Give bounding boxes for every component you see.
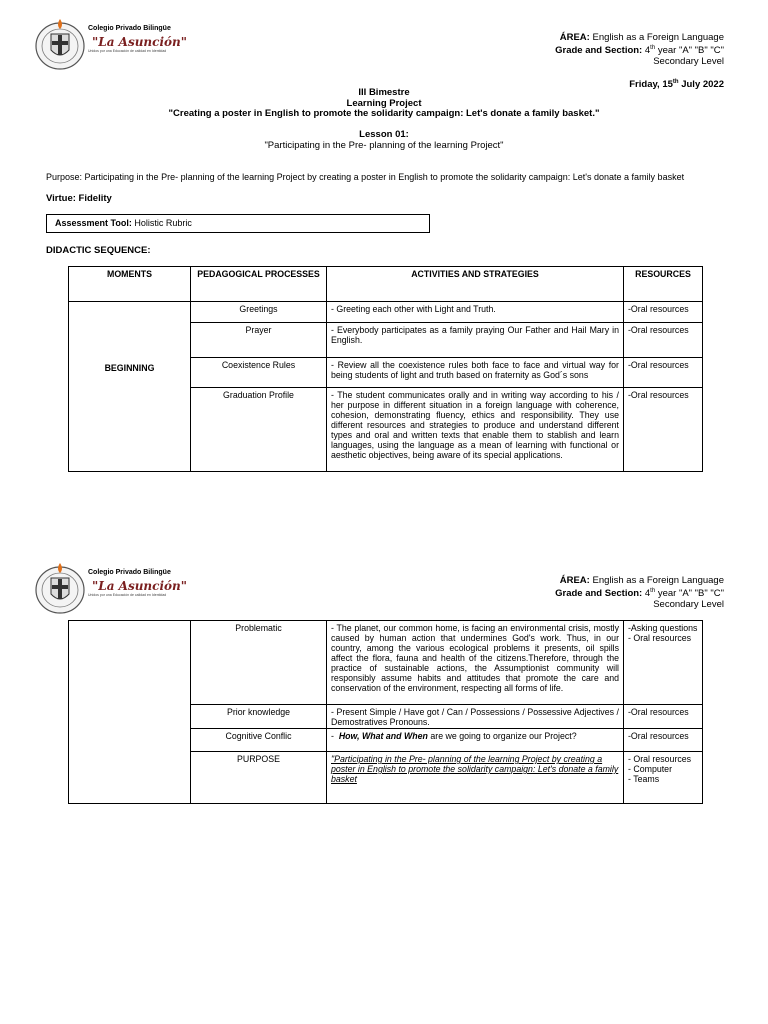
resource-item: - Computer	[628, 764, 672, 774]
resource-item: - Oral resources	[628, 754, 692, 764]
resource-cell: -Oral resources	[624, 302, 703, 323]
didactic-label: DIDACTIC SEQUENCE:	[46, 245, 151, 256]
area-value: English as a Foreign Language	[592, 32, 724, 43]
table-row	[69, 302, 703, 323]
virtue: Virtue: Fidelity	[46, 193, 112, 204]
school-motto: Unidos por una Educación de calidad en Identidad	[88, 593, 167, 597]
header-activities: ACTIVITIES AND STRATEGIES	[327, 267, 624, 302]
project-name: "Creating a poster in English to promote the solidarity campaign: Let's donate a family basket."	[168, 108, 600, 119]
process-cell: Graduation Profile	[191, 388, 327, 472]
process-cell: Cognitive Conflic	[191, 729, 327, 752]
school-logo	[34, 16, 188, 72]
assessment-label: Assessment Tool:	[55, 218, 132, 228]
resource-cell: -Oral resources	[624, 358, 703, 388]
activity-cell: - The student communicates orally and in writing way according to his / her purpose in different situation in a foreign language with coherence, cohesion, demonstrating fluency, ethics and responsibility. They use different resources and strategies to produce and understand different types and oral and written texts that enable them to stablish and learn languages, using the language as a mean of learning with functional or aesthetic objectives, being aware of its special applications.	[327, 388, 624, 472]
school-name: Colegio Privado Bilingüe	[88, 25, 171, 32]
process-cell: PURPOSE	[191, 752, 327, 804]
didactic-table-1	[68, 266, 703, 472]
date-pre: Friday, 15	[629, 79, 673, 91]
resource-item: - Teams	[628, 774, 660, 784]
area-label: ÁREA:	[559, 575, 590, 586]
grade-sup: th	[650, 45, 656, 51]
page-header-info-page2	[555, 575, 724, 610]
grade-label: Grade and Section:	[555, 588, 643, 600]
moment-cell-empty	[69, 621, 191, 804]
grade-sup: th	[650, 588, 656, 594]
header-moments: MOMENTS	[69, 267, 191, 302]
didactic-table-2	[68, 620, 703, 804]
school-crest-icon	[34, 16, 86, 72]
date-post: July 2022	[678, 79, 724, 91]
level: Secondary Level	[653, 56, 724, 68]
school-name: Colegio Privado Bilingüe	[88, 569, 171, 576]
lesson-name: "Participating in the Pre- planning of the learning Project"	[264, 140, 504, 151]
level: Secondary Level	[653, 599, 724, 611]
assessment-box	[46, 214, 430, 233]
bimester: III Bimestre	[358, 87, 410, 98]
date-sup: th	[672, 79, 679, 85]
school-script-name: "La Asunción"	[92, 579, 188, 593]
process-cell: Greetings	[191, 302, 327, 323]
activity-cell: - Everybody participates as a family praying Our Father and Hail Mary in English.	[327, 323, 624, 358]
grade-pre: 4	[644, 588, 651, 600]
activity-cell: - Greeting each other with Light and Truth.	[327, 302, 624, 323]
area-label: ÁREA:	[559, 32, 590, 43]
process-cell: Prior knowledge	[191, 705, 327, 729]
activity-cell: - The planet, our common home, is facing an environmental crisis, mostly caused by human action that undermines God's work. Thus, in our country, among the various ecological problems it presents, oil spills affect the flora, fauna and health of the citizens.Therefore, through the practice of sustainable actions, the Assumptionist community will responsibly assume habits and attitudes that promote the care and conservation of the environment, respecting all forms of life.	[327, 621, 624, 705]
resource-cell: -Oral resources	[624, 388, 703, 472]
project-label: Learning Project	[346, 98, 422, 109]
process-cell: Coexistence Rules	[191, 358, 327, 388]
header-processes: PEDAGOGICAL PROCESSES	[191, 267, 327, 302]
activity-cell: - Review all the coexistence rules both face to face and virtual way for being students of light and truth based on fraternity as God´s sons	[327, 358, 624, 388]
resource-cell: -Oral resources	[624, 323, 703, 358]
page-header-info	[555, 32, 724, 67]
activity-rest: are we going to organize our Project?	[427, 731, 577, 741]
grade-pre: 4	[644, 45, 651, 57]
assessment-value: Holistic Rubric	[134, 218, 192, 228]
process-cell: Problematic	[191, 621, 327, 705]
activity-cell	[327, 752, 624, 804]
moment-beginning: BEGINNING	[69, 302, 191, 472]
resource-cell	[624, 752, 703, 804]
activity-cell: - Present Simple / Have got / Can / Possessions / Possessive Adjectives / Demostratives Pronouns.	[327, 705, 624, 729]
header-resources: RESOURCES	[624, 267, 703, 302]
school-motto: Unidos por una Educación de calidad en Identidad	[88, 49, 167, 53]
grade-post: year "A" "B" "C"	[655, 588, 724, 600]
table-row	[69, 621, 703, 705]
resource-cell: -Asking questions - Oral resources	[624, 621, 703, 705]
activity-emphasis: How, What and When	[338, 731, 428, 741]
area-value: English as a Foreign Language	[592, 575, 724, 586]
grade-label: Grade and Section:	[555, 45, 643, 57]
table-header-row	[69, 267, 703, 302]
activity-cell: - How, What and When are we going to organize our Project?	[327, 729, 624, 752]
process-cell: Prayer	[191, 323, 327, 358]
school-logo-page2	[34, 560, 188, 616]
lesson-label: Lesson 01:	[359, 129, 409, 140]
grade-post: year "A" "B" "C"	[655, 45, 724, 57]
school-script-name: "La Asunción"	[92, 35, 188, 49]
resource-cell: -Oral resources	[624, 729, 703, 752]
school-crest-icon	[34, 560, 86, 616]
purpose-activity: "Participating in the Pre- planning of the learning Project by creating a poster in English to promote the solidarity campaign: Let's donate a family basket	[331, 754, 619, 784]
purpose-text: Purpose: Participating in the Pre- planning of the learning Project by creating a poster in English to promote the solidarity campaign: Let's donate a family basket	[46, 172, 685, 182]
resource-cell: -Oral resources	[624, 705, 703, 729]
